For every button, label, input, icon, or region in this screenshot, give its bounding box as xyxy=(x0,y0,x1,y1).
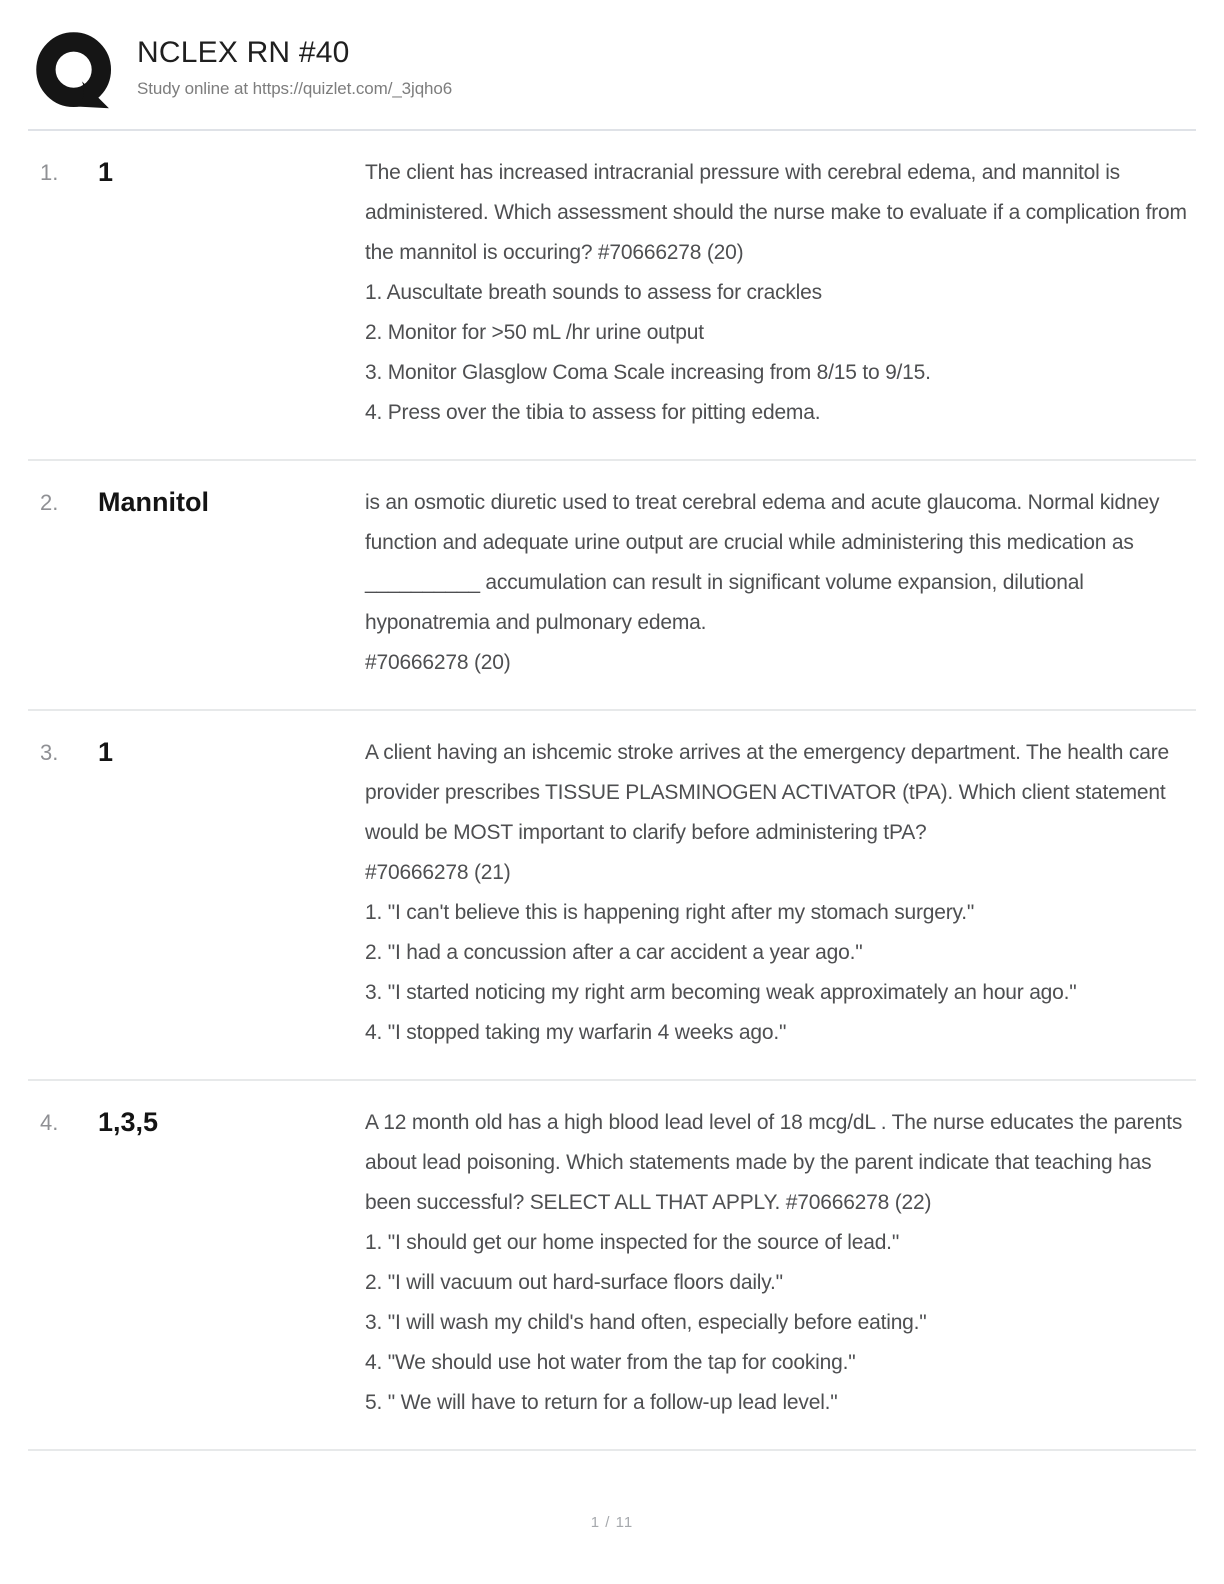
definition-line: A 12 month old has a high blood lead level of 18 mcg/dL . The nurse educates the parents about lead poisoning. Which statements made by the parent indicate that teaching has been successful? SELECT ALL THAT APPLY. #70666278 (22) xyxy=(365,1111,1183,1214)
definition-line: #70666278 (21) xyxy=(365,861,511,884)
definition-line: 3. Monitor Glasglow Coma Scale increasing from 8/15 to 9/15. xyxy=(365,361,931,384)
card-term: 1 xyxy=(98,157,114,187)
row-divider xyxy=(28,1449,1196,1451)
footer xyxy=(0,1514,1224,1532)
card-number: 2. xyxy=(40,490,59,515)
definition-line: 1. "I should get our home inspected for the source of lead." xyxy=(365,1231,900,1254)
definition-line: 3. "I will wash my child's hand often, especially before eating." xyxy=(365,1311,927,1334)
header xyxy=(0,0,1224,116)
set-title: NCLEX RN #40 xyxy=(137,36,350,69)
card-definition xyxy=(365,733,1196,1053)
definition-line: #70666278 (20) xyxy=(365,651,511,674)
card-definition xyxy=(365,153,1196,433)
definition-line: 2. "I will vacuum out hard-surface floors daily." xyxy=(365,1271,783,1294)
card-row-1 xyxy=(0,131,1224,459)
card-row-4 xyxy=(0,1081,1224,1449)
definition-line: A client having an ishcemic stroke arrives at the emergency department. The health care provider prescribes TISSUE PLASMINOGEN ACTIVATOR (tPA). Which client statement would be MOST important to clarify before administering tPA? xyxy=(365,741,1169,844)
card-row-3 xyxy=(0,711,1224,1079)
card-definition xyxy=(365,483,1196,683)
definition-line: 1. "I can't believe this is happening right after my stomach surgery." xyxy=(365,901,975,924)
definition-line: 4. "We should use hot water from the tap for cooking." xyxy=(365,1351,856,1374)
definition-line: 2. "I had a concussion after a car accident a year ago." xyxy=(365,941,863,964)
study-online-link[interactable]: Study online at https://quizlet.com/_3jqho6 xyxy=(137,79,453,98)
quizlet-q-icon xyxy=(35,30,119,116)
card-term: Mannitol xyxy=(98,487,209,517)
definition-line: The client has increased intracranial pressure with cerebral edema, and mannitol is administered. Which assessment should the nurse make to evaluate if a complication from the mannitol is occuring? #70666278 (20) xyxy=(365,161,1187,264)
header-text xyxy=(137,30,452,99)
card-term: 1 xyxy=(98,737,114,767)
card-row-2 xyxy=(0,461,1224,709)
definition-line: 1. Auscultate breath sounds to assess for crackles xyxy=(365,281,822,304)
card-list xyxy=(0,131,1224,1451)
card-definition xyxy=(365,1103,1196,1423)
definition-line: 4. "I stopped taking my warfarin 4 weeks ago." xyxy=(365,1021,787,1044)
definition-line: 5. " We will have to return for a follow-up lead level." xyxy=(365,1391,838,1414)
card-term: 1,3,5 xyxy=(98,1107,159,1137)
definition-line: 4. Press over the tibia to assess for pitting edema. xyxy=(365,401,821,424)
definition-line: 3. "I started noticing my right arm becoming weak approximately an hour ago." xyxy=(365,981,1077,1004)
card-number: 4. xyxy=(40,1110,59,1135)
card-number: 1. xyxy=(40,160,59,185)
definition-line: 2. Monitor for >50 mL /hr urine output xyxy=(365,321,704,344)
page-indicator: 1 / 11 xyxy=(590,1514,634,1531)
card-number: 3. xyxy=(40,740,59,765)
definition-line: is an osmotic diuretic used to treat cerebral edema and acute glaucoma. Normal kidney function and adequate urine output are crucial while administering this medication as __________ accumulation can result in significant volume expansion, dilutional hyponatremia and pulmonary edema. xyxy=(365,491,1160,634)
